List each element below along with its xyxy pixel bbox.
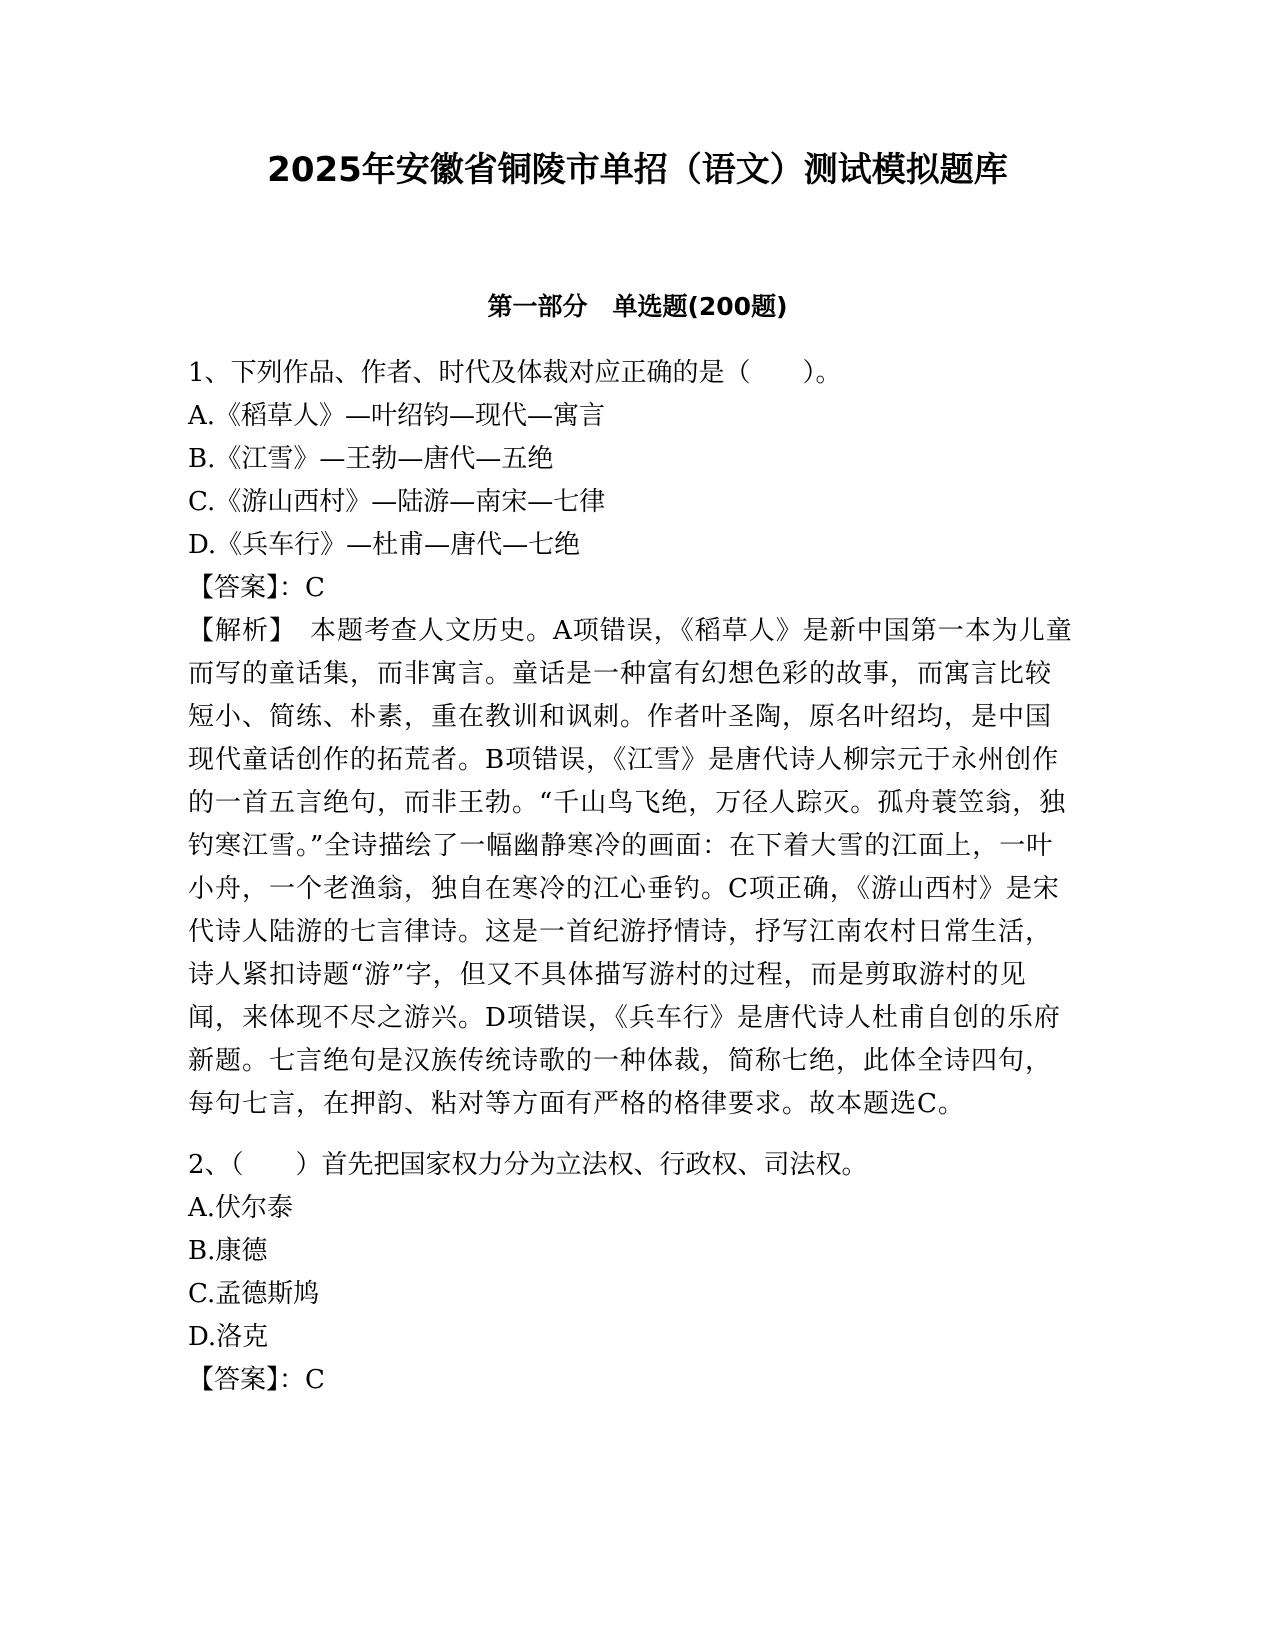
answer-label: 【答案】： [188,573,306,603]
option-c: C.孟德斯鸠 [188,1279,320,1309]
option-a: A.伏尔泰 [188,1193,294,1223]
explanation-text: 本题考查人文历史。A项错误，《稻草人》是新中国第一本为儿童而写的童话集，而非寓言。童话是一种富有幻想色彩的故事，而寓言比较短小、简练、朴素，重在教训和讽刺。作者叶圣陶，原名叶绍均，是中国现代童话创作的拓荒者。B项错误，《江雪》是唐代诗人柳宗元于永州创作的一首五言绝句，而非王勃。“千山鸟飞绝，万径人踪灭。孤舟蓑笠翁，独钓寒江雪。”全诗描绘了一幅幽静寒冷的画面：在下着大雪的江面上，一叶小舟，一个老渔翁，独自在寒冷的江心垂钓。C项正确，《游山西村》是宋代诗人陆游的七言律诗。这是一首纪游抒情诗，抒写江南农村日常生活，诗人紧扣诗题“游”字，但又不具体描写游村的过程，而是剪取游村的见闻，来体现不尽之游兴。D项错误，《兵车行》是唐代诗人杜甫自创的乐府新题。七言绝句是汉族传统诗歌的一种体裁，简称七绝，此体全诗四句，每句七言，在押韵、粘对等方面有严格的格律要求。故本题选C。 [188,616,1073,1119]
question-stem: 1、下列作品、作者、时代及体裁对应正确的是（ ）。 [188,358,842,388]
document-title: 2025年安徽省铜陵市单招（语文）测试模拟题库 [267,150,1008,190]
option-a: A.《稻草人》—叶绍钧—现代—寓言 [188,401,606,431]
question-1 [188,352,1078,1126]
explanation-label: 【解析】 [188,616,284,646]
option-d: D.洛克 [188,1322,269,1352]
explanation [188,610,1078,1126]
answer-value: C [305,573,325,603]
question-list [188,352,1078,1402]
answer-label: 【答案】： [188,1365,306,1395]
option-c: C.《游山西村》—陆游—南宋—七律 [188,487,606,517]
answer-line [188,567,1078,610]
option-b: B.《江雪》—王勃—唐代—五绝 [188,444,554,474]
option-d: D.《兵车行》—杜甫—唐代—七绝 [188,530,581,560]
answer-line [188,1359,1078,1402]
question-stem: 2、（ ）首先把国家权力分为立法权、行政权、司法权。 [188,1150,868,1180]
option-b: B.康德 [188,1236,268,1266]
section-title: 第一部分 单选题(200题) [487,292,788,321]
answer-value: C [305,1365,325,1395]
question-2 [188,1144,1078,1402]
